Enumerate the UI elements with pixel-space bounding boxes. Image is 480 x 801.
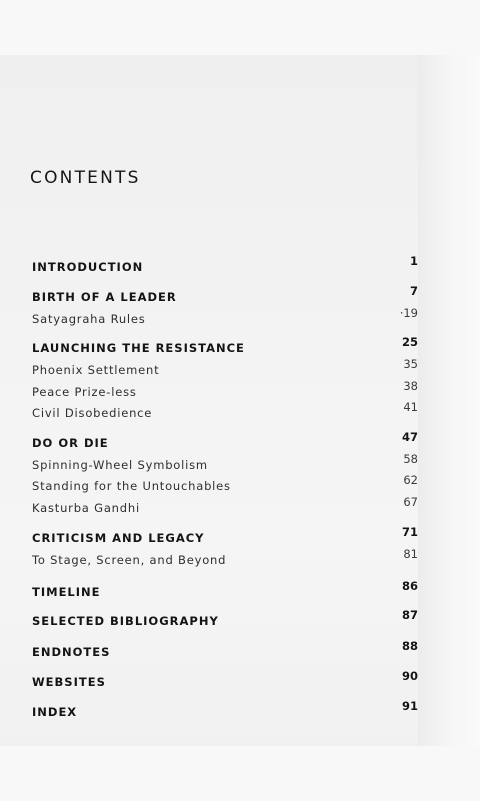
toc-chapter-row <box>32 284 418 310</box>
toc-entry-label: To Stage, Screen, and Beyond <box>32 553 227 567</box>
toc-section-row <box>32 452 418 478</box>
toc-page-number: 7 <box>409 284 418 298</box>
toc-section-row <box>32 357 418 383</box>
toc-chapter-row <box>32 608 418 634</box>
toc-entry-label: INDEX <box>32 705 78 719</box>
toc-chapter-row <box>32 639 418 665</box>
toc-entry-label: WEBSITES <box>32 675 106 689</box>
toc-page-number: 35 <box>403 357 418 371</box>
toc-section-row <box>32 306 418 332</box>
page-edge <box>418 55 480 746</box>
toc-page-number: 88 <box>401 639 418 653</box>
toc-section-row <box>32 547 418 573</box>
toc-chapter-row <box>32 579 418 605</box>
toc-entry-label: TIMELINE <box>32 585 101 599</box>
toc-page-number: 58 <box>403 452 418 466</box>
toc-entry-label: Satyagraha Rules <box>32 312 146 326</box>
toc-entry-label: Spinning-Wheel Symbolism <box>32 458 208 472</box>
toc-entry-label: Kasturba Gandhi <box>32 501 140 515</box>
toc-page-number: 90 <box>401 669 418 683</box>
toc-section-row <box>32 495 418 521</box>
toc-page-number: 86 <box>401 579 418 593</box>
toc-entry-label: ENDNOTES <box>32 645 111 659</box>
toc-page-number: 87 <box>401 608 418 622</box>
toc-page-number: 67 <box>403 495 418 509</box>
background-bottom <box>0 746 480 801</box>
toc-page-number: 25 <box>401 335 418 349</box>
toc-entry-label: LAUNCHING THE RESISTANCE <box>32 341 245 355</box>
toc-chapter-row <box>32 254 418 280</box>
toc-entry-label: DO OR DIE <box>32 436 109 450</box>
toc-page-number: ·19 <box>399 306 418 320</box>
toc-page-number: 91 <box>401 699 418 713</box>
toc-page-number: 81 <box>403 547 418 561</box>
toc-chapter-row <box>32 430 418 456</box>
toc-chapter-row <box>32 525 418 551</box>
toc-chapter-row <box>32 669 418 695</box>
toc-section-row <box>32 473 418 499</box>
toc-entry-label: Standing for the Untouchables <box>32 479 231 493</box>
toc-page-number: 1 <box>409 254 418 268</box>
toc-entry-label: CRITICISM AND LEGACY <box>32 531 205 545</box>
toc-page-number: 41 <box>403 400 418 414</box>
toc-entry-label: Peace Prize-less <box>32 385 137 399</box>
toc-page-number: 71 <box>401 525 418 539</box>
toc-entry-label: SELECTED BIBLIOGRAPHY <box>32 614 219 628</box>
toc-entry-label: INTRODUCTION <box>32 260 144 274</box>
toc-section-row <box>32 400 418 426</box>
toc-page-number: 62 <box>403 473 418 487</box>
toc-chapter-row <box>32 699 418 725</box>
toc-page-number: 38 <box>403 379 418 393</box>
toc-chapter-row <box>32 335 418 361</box>
toc-section-row <box>32 379 418 405</box>
toc-page-number: 47 <box>401 430 418 444</box>
toc-entry-label: Civil Disobedience <box>32 406 153 420</box>
toc-entry-label: Phoenix Settlement <box>32 363 160 377</box>
page-title: CONTENTS <box>30 168 141 188</box>
toc-entry-label: BIRTH OF A LEADER <box>32 290 177 304</box>
background-top <box>0 0 480 55</box>
